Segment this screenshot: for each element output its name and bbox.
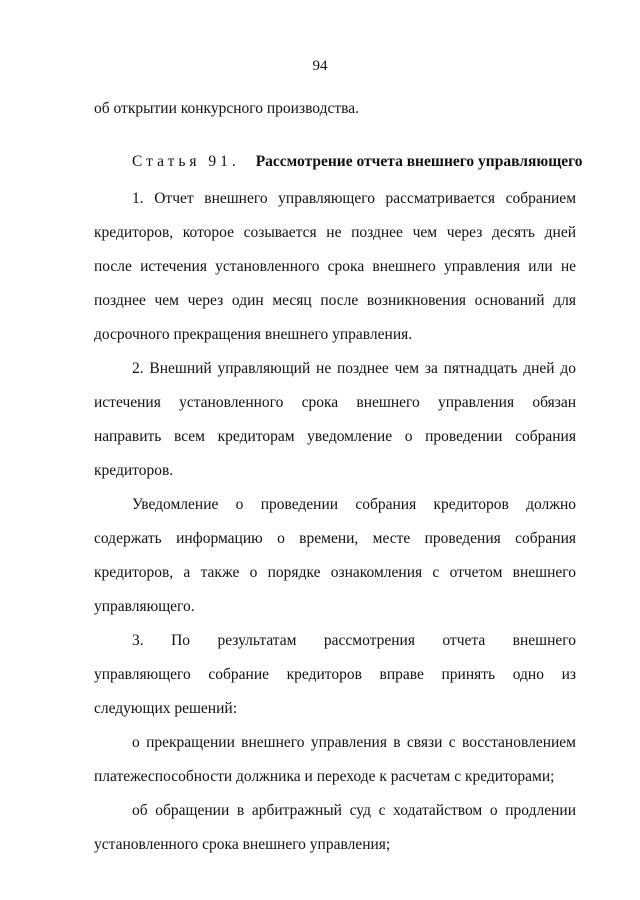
paragraph-line: управляющего собрание кредиторов вправе принять одно из xyxy=(94,666,576,683)
paragraph-line: кредиторов, а также о порядке ознакомления с отчетом внешнего xyxy=(94,564,576,581)
paragraph-line: 1. Отчет внешнего управляющего рассматривается собранием xyxy=(132,190,576,207)
paragraph-line: 2. Внешний управляющий не позднее чем за пятнадцать дней до xyxy=(132,360,576,377)
paragraph-3 xyxy=(94,488,576,624)
paragraph-line: следующих решений: xyxy=(94,700,237,717)
paragraph-line: Уведомление о проведении собрания кредиторов должно xyxy=(132,496,576,513)
page-number: 94 xyxy=(312,58,328,74)
paragraph-line: досрочного прекращения внешнего управления. xyxy=(94,326,413,343)
paragraph-line: о прекращении внешнего управления в связи с восстановлением xyxy=(132,734,576,751)
article-title: Рассмотрение отчета внешнего управляющего xyxy=(255,153,583,170)
paragraph-line: истечения установленного срока внешнего управления обязан xyxy=(94,394,576,411)
paragraph-line: после истечения установленного срока внешнего управления или не xyxy=(94,258,576,275)
paragraph-1 xyxy=(94,182,576,352)
paragraph-line: 3. По результатам рассмотрения отчета внешнего xyxy=(132,632,576,649)
article-body xyxy=(94,145,583,862)
intro-block xyxy=(94,92,576,126)
paragraph-line: установленного срока внешнего управления; xyxy=(94,836,391,853)
paragraph-2 xyxy=(94,352,576,488)
intro-line: об открытии конкурсного производства. xyxy=(94,100,360,117)
paragraph-4 xyxy=(94,624,576,726)
paragraph-6 xyxy=(94,794,576,862)
article-heading xyxy=(94,145,583,179)
paragraph-line: об обращении в арбитражный суд с ходатайством о продлении xyxy=(132,802,576,819)
paragraph-line: кредиторов. xyxy=(94,462,174,479)
paragraph-line: платежеспособности должника и переходе к расчетам с кредиторами; xyxy=(94,768,555,785)
paragraph-line: содержать информацию о времени, месте проведения собрания xyxy=(94,530,576,547)
paragraph-line: позднее чем через один месяц после возникновения оснований для xyxy=(94,292,576,309)
paragraph-line: управляющего. xyxy=(94,598,195,615)
paragraph-line: направить всем кредиторам уведомление о проведении собрания xyxy=(94,428,576,445)
article-label: Статья 91. xyxy=(132,153,240,170)
paragraph-5 xyxy=(94,726,576,794)
paragraph-line: кредиторов, которое созывается не позднее чем через десять дней xyxy=(94,224,576,241)
